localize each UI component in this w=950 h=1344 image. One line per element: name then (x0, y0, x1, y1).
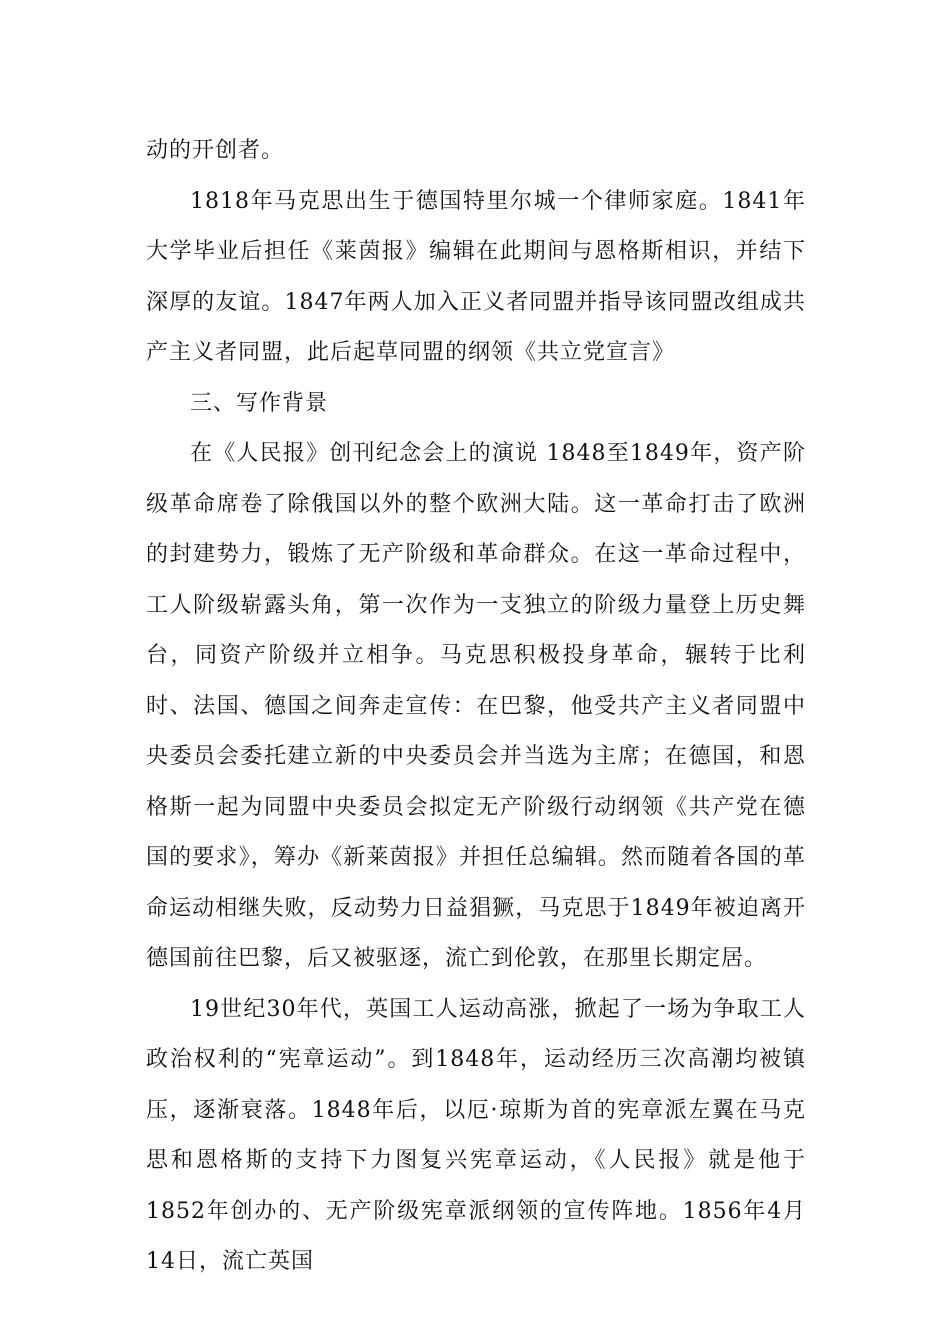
paragraph-background: 在《人民报》创刊纪念会上的演说 1848至1849年，资产阶级革命席卷了除俄国以外的整个欧洲大陆。这一革命打击了欧洲的封建势力，锻炼了无产阶级和革命群众。在这一革命过程中，工人阶级崭露头角，第一次作为一支独立的阶级力量登上历史舞台，同资产阶级并立相争。马克思积极投身革命，辗转于比利时、法国、德国之间奔走宣传：在巴黎，他受共产主义者同盟中央委员会委托建立新的中央委员会并当选为主席；在德国，和恩格斯一起为同盟中央委员会拟定无产阶级行动纲领《共产党在德国的要求》，筹办《新莱茵报》并担任总编辑。然而随着各国的革命运动相继失败，反动势力日益猖獗，马克思于1849年被迫离开德国前往巴黎，后又被驱逐，流亡到伦敦，在那里长期定居。 (146, 441, 806, 971)
section-heading: 三、写作背景 (190, 390, 329, 416)
paragraph-continuation: 动的开创者。 (146, 138, 285, 163)
paragraph-biography: 1818年马克思出生于德国特里尔城一个律师家庭。1841年大学毕业后担任《莱茵报》编辑在此期间与恩格斯相识，并结下深厚的友谊。1847年两人加入正义者同盟并指导该同盟改组成共产主义者同盟，此后起草同盟的纲领《共立党宣言》 (146, 188, 806, 365)
document-body (146, 126, 806, 1288)
paragraph-chartism: 19世纪30年代，英国工人运动高涨，掀起了一场为争取工人政治权利的“宪章运动”。到1848年，运动经历三次高潮均被镇压，逐渐衰落。1848年后，以厄·琼斯为首的宪章派左翼在马克思和恩格斯的支持下力图复兴宪章运动，《人民报》就是他于1852年创办的、无产阶级宪章派纲领的宣传阵地。1856年4月14日，流亡英国 (146, 996, 806, 1274)
